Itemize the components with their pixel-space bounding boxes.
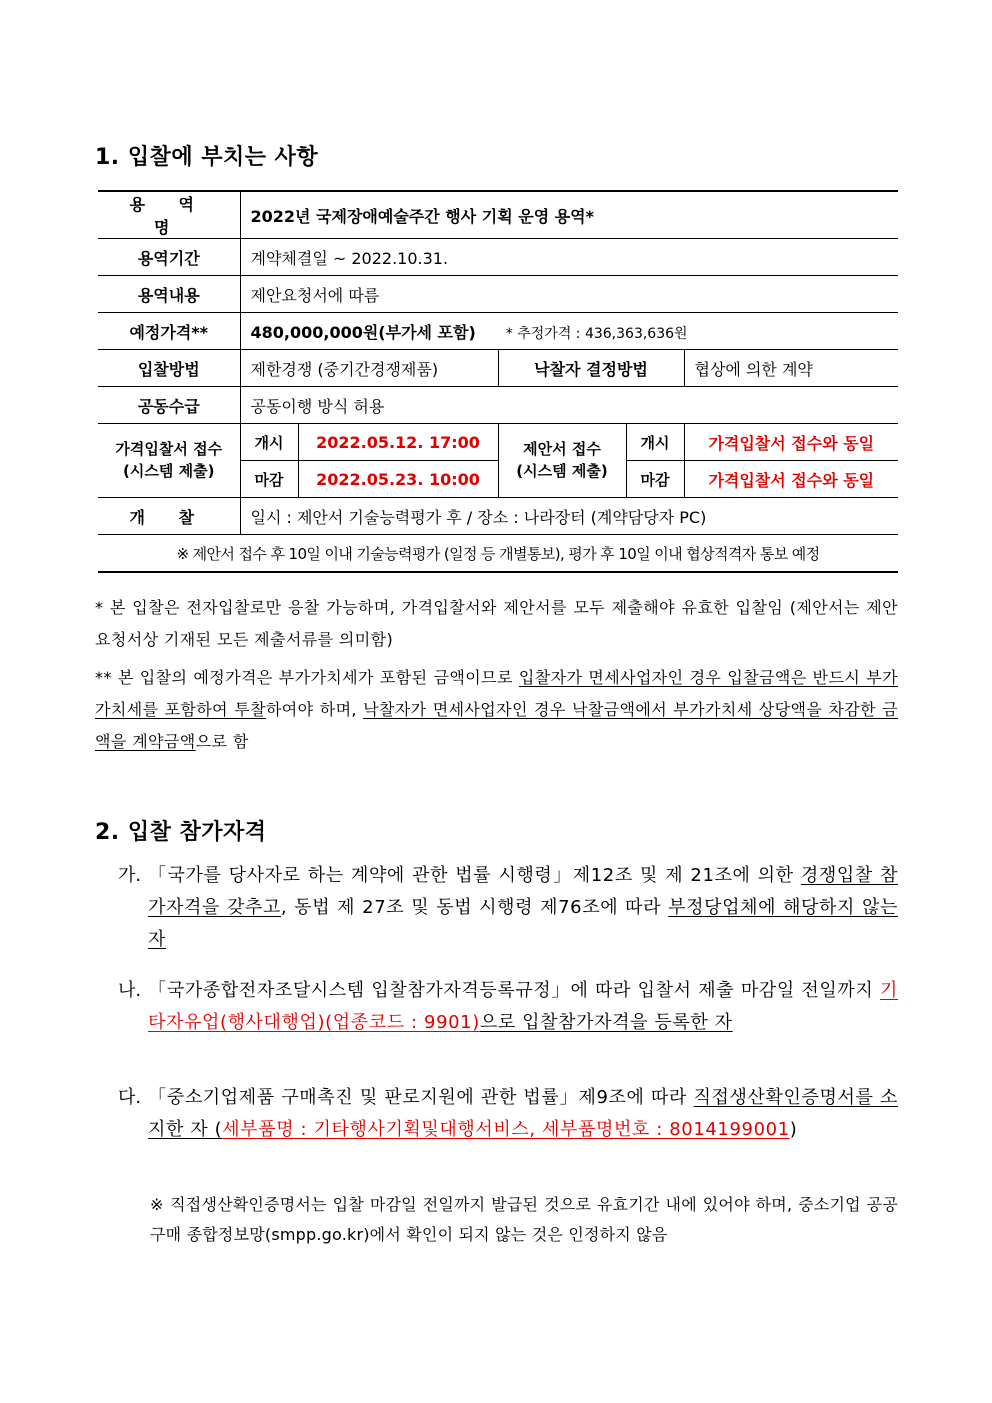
content-value: 제안요청서에 따름 [240,276,898,313]
price-bid-label-line2: (시스템 제출) [123,461,215,480]
item-text [148,1082,898,1146]
item-text-underlined: 부정당업체에 해당하지 않는 자 [148,897,898,950]
item-text-part: ) [789,1119,798,1140]
period-label: 용역기간 [98,239,240,276]
proposal-close-label: 마감 [626,461,684,498]
bid-info-table [98,190,898,573]
note-electronic-bid: * 본 입찰은 전자입찰로만 응찰 가능하며, 가격입찰서와 제안서를 모두 제출해야 유효한 입찰임 (제안서는 제안요청서상 기재된 모든 제출서류를 의미함) [95,598,898,649]
note-vat-underlined-1: 입찰자가 면세사업자인 경우 입찰금액은 반드시 부가가치세를 포함하여 투찰 [95,668,899,719]
price-value: 480,000,000원(부가세 포함) [250,322,476,342]
note-vat-underlined-2: 낙찰자가 면세사업자인 경우 낙찰금액에서 부가가치세 상당액을 차감한 금액을 계약금액 [95,700,898,751]
note-vat-text-2: 하여야 하며, [265,700,364,719]
item-marker: 가. [118,865,142,886]
item-marker: 나. [118,980,142,1001]
price-close-value: 2022.05.23. 10:00 [298,461,498,498]
item-text-red-underlined: 세부품명 : 기타행사기획및대행서비스, 세부품명번호 : 8014199001 [222,1119,790,1140]
table-row [98,387,898,424]
item-text [148,975,898,1039]
service-name-value: 2022년 국제장애예술주간 행사 기획 운영 용역* [240,191,898,239]
table-row [98,239,898,276]
section-1-title: 1. 입찰에 부치는 사항 [95,145,319,170]
content-label: 용역내용 [98,276,240,313]
method-value: 제한경쟁 (중기간경쟁제품) [240,350,498,387]
item-text-red-underlined: 기타자유업(행사대행업)(업종코드 : 9901) [148,980,898,1033]
decision-value: 협상에 의한 계약 [684,350,898,387]
joint-label: 공동수급 [98,387,240,424]
item-text-part: 「국가종합전자조달시스템 입찰참가자격등록규정」에 따라 입찰서 제출 마감일 전일까지 [148,980,880,1001]
price-bid-label [98,424,240,498]
price-open-value: 2022.05.12. 17:00 [298,424,498,461]
note-vat [95,662,898,758]
item-text-part: 「국가를 당사자로 하는 계약에 관한 법률 시행령」제12조 및 제 21조에 의한 [148,865,801,886]
proposal-label [498,424,626,498]
table-row [98,191,898,239]
item-text-underlined: 으로 입찰참가자격을 등록한 자 [479,1012,733,1033]
table-row [98,498,898,535]
note-vat-text-3: 으로 함 [195,732,249,751]
price-close-label: 마감 [240,461,298,498]
price-open-label: 개시 [240,424,298,461]
price-label: 예정가격** [98,313,240,350]
table-row [98,276,898,313]
period-value: 계약체결일 ~ 2022.10.31. [240,239,898,276]
item-text [148,860,898,956]
proposal-label-line1: 제안서 접수 [523,439,601,458]
qualification-item-da [118,1082,898,1146]
item-marker: 다. [118,1087,142,1108]
table-row [98,535,898,573]
joint-value: 공동이행 방식 허용 [240,387,898,424]
qualification-item-na [118,975,898,1039]
proposal-label-line2: (시스템 제출) [516,461,608,480]
item-text-part: , 동법 제 27조 및 동법 시행령 제76조에 따라 [280,897,669,918]
table-row [98,424,898,461]
table-footnote: ※ 제안서 접수 후 10일 이내 기술능력평가 (일정 등 개별통보), 평가 후 10일 이내 협상적격자 통보 예정 [98,535,898,573]
note-vat-text: ** 본 입찰의 예정가격은 부가가치세가 포함된 금액이므로 [95,668,519,687]
estimated-price-note: * 추정가격 : 436,363,636원 [505,325,688,342]
opening-label: 개 찰 [98,498,240,535]
item-text-part: 「중소기업제품 구매촉진 및 판로지원에 관한 법률」제9조에 따라 [148,1087,694,1108]
item-text-underlined: 경쟁입찰 참가자격을 갖추고 [148,865,898,918]
direct-production-note: ※ 직접생산확인증명서는 입찰 마감일 전일까지 발급된 것으로 유효기간 내에 있어야 하며, 중소기업 공공구매 종합정보망(smpp.go.kr)에서 확인이 되지 않는 것은 인정하지 않음 [150,1195,898,1244]
price-bid-label-line1: 가격입찰서 접수 [115,439,223,458]
qualification-item-ga [118,860,898,956]
table-row [98,313,898,350]
method-label: 입찰방법 [98,350,240,387]
opening-value: 일시 : 제안서 기술능력평가 후 / 장소 : 나라장터 (계약담당자 PC) [240,498,898,535]
proposal-close-value: 가격입찰서 접수와 동일 [684,461,898,498]
proposal-open-value: 가격입찰서 접수와 동일 [684,424,898,461]
price-cell [240,313,898,350]
section-2-title: 2. 입찰 참가자격 [95,820,267,845]
service-name-label: 용 역 명 [98,191,240,239]
proposal-open-label: 개시 [626,424,684,461]
item-text-underlined: 직접생산확인증명서를 소지한 자 ( [148,1087,898,1140]
decision-label: 낙찰자 결정방법 [498,350,684,387]
table-row [98,350,898,387]
